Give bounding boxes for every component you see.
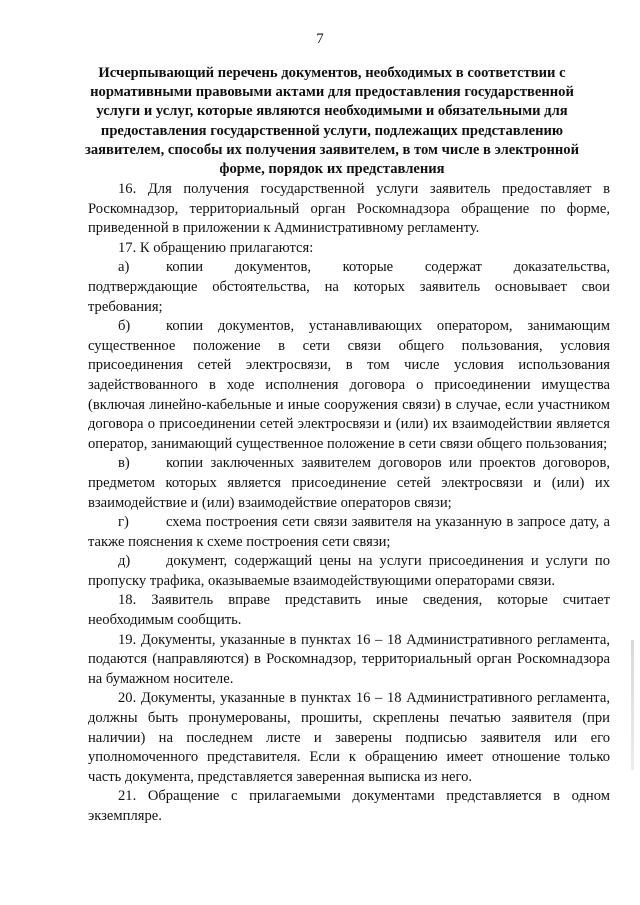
heading-line: нормативными правовыми актами для предоставления государственной [90, 84, 574, 101]
heading-line: заявителем, способы их получения заявителем, в том числе в электронной [85, 141, 579, 158]
list-marker: г) [118, 514, 129, 531]
list-item [88, 317, 610, 454]
page-number: 7 [316, 31, 324, 47]
list-item-text: копии документов, устанавливающих оператором, занимающим существенное положение в сети связи общего пользования, условия присоединения сетей электросвязи, в том числе условия использования задействованного в ходе исполнения договора о присоединении имущества (включая линейно-кабельные и иные сооружения связи) в случае, если участником договора о присоединении сетей электросвязи и (или) их взаимодействии является оператор, занимающий существенное положение в сети связи общего пользования; [88, 318, 610, 452]
section-heading [82, 64, 582, 179]
list-item [88, 454, 610, 513]
paragraph-16: 16. Для получения государственной услуги заявитель предоставляет в Роскомнадзор, территориальный орган Роскомнадзора обращение по форме, приведенной в приложении к Административному регламенту. [88, 181, 610, 237]
heading-line: форме, порядок их представления [219, 161, 445, 178]
list-marker: в) [118, 455, 130, 472]
list-marker: б) [118, 318, 131, 335]
list-item [88, 552, 610, 591]
paragraph-18: 18. Заявитель вправе представить иные сведения, которые считает необходимым сообщить. [88, 592, 610, 629]
paragraph-17: 17. К обращению прилагаются: [118, 239, 314, 256]
heading-line: Исчерпывающий перечень документов, необходимых в соответствии с [98, 65, 566, 81]
list-item-text: копии документов, которые содержат доказательства, подтверждающие обстоятельства, на которых заявитель основывает свои требования; [88, 259, 610, 315]
list-marker: д) [118, 553, 131, 570]
paragraph-21: 21. Обращение с прилагаемыми документами представляется в одном экземпляре. [88, 788, 610, 824]
list-marker: а) [118, 259, 130, 276]
document-body [88, 180, 610, 827]
list-item-text: документ, содержащий цены на услуги присоединения и услуги по пропуску трафика, оказываемые взаимодействующими операторами связи. [88, 553, 610, 589]
scan-edge-mark [631, 640, 634, 770]
heading-line: предоставления государственной услуги, подлежащих представлению [100, 122, 564, 139]
paragraph-20: 20. Документы, указанные в пунктах 16 – 18 Административного регламента, должны быть пронумерованы, прошиты, скреплены печатью заявителя (при наличии) на последнем листе и заверены подписью заявителя или его уполномоченного представителя. Если к обращению имеет отношение только часть документа, представляется заверенная выписка из него. [88, 690, 610, 785]
heading-line: услуги и услуг, которые являются необходимыми и обязательными для [96, 103, 568, 120]
list-item-text: копии заключенных заявителем договоров или проектов договоров, предметом которых является присоединение сетей электросвязи и (или) их взаимодействие и (или) взаимодействие операторов связи; [88, 455, 610, 511]
list-item [88, 258, 610, 317]
paragraph-19: 19. Документы, указанные в пунктах 16 – 18 Административного регламента, подаются (направляются) в Роскомнадзор, территориальный орган Роскомнадзора на бумажном носителе. [88, 631, 610, 687]
list-item-text: схема построения сети связи заявителя на указанную в запросе дату, а также пояснения к схеме построения сети связи; [88, 514, 610, 550]
list-item [88, 513, 610, 552]
